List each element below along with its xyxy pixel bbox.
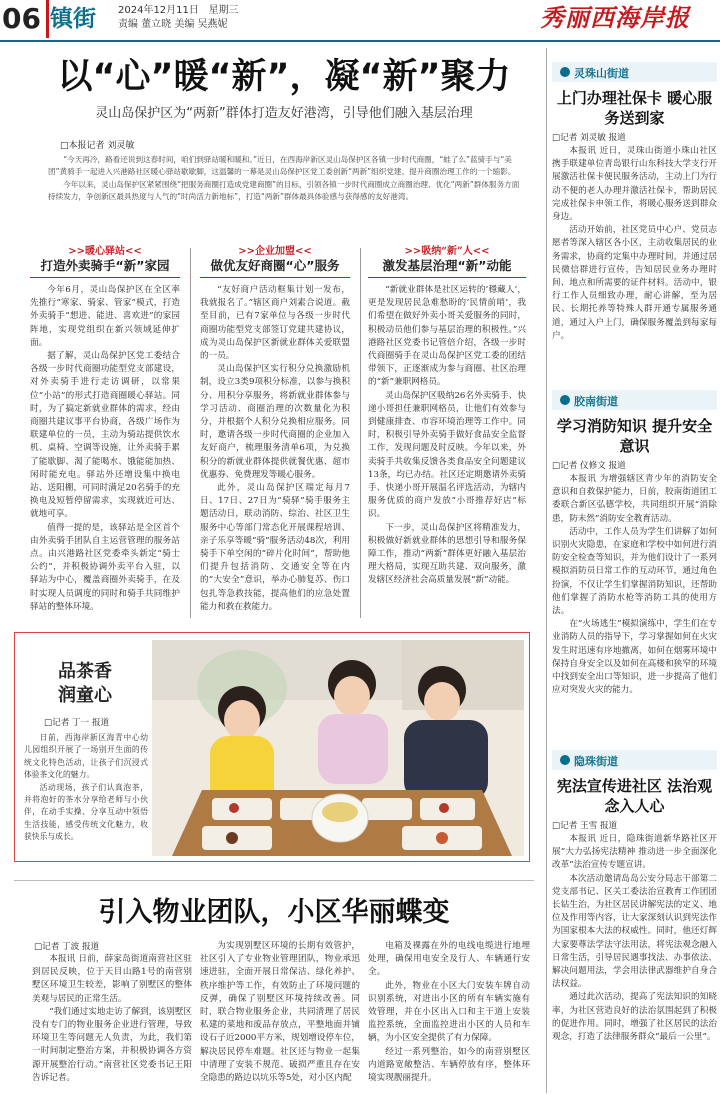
page-number: 06 xyxy=(2,2,41,35)
section-tag: >>暖心驿站<< xyxy=(68,246,142,257)
story-body xyxy=(552,145,717,413)
paragraph: 值得一提的是，该驿站是全区首个由外卖骑手团队自主运营管理的服务站点。由兴港路社区党委牵头新定“骑士公约”，并积极协调外卖平台入驻，以驿站为中心，覆盖商圈外卖骑手，在及时实现人员调度的同时和骑手共同维护驿站的整体环境。 xyxy=(30,522,180,612)
paragraph: 本报讯 日前，薛家岛街道南营社区驻到居民反映，位于天目山路1号的南营别墅区环境卫生较差，影响了别墅区的整体美观与居民的正常生活。 xyxy=(32,954,192,1004)
district-bar xyxy=(552,62,717,82)
paragraph: 活动现场，孩子们认真泡茶，并将泡好的茶水分享给老师与小伙伴，在动手实操、分享互动中领悟生活技能，感受传统文化魅力，收获快乐与成长。 xyxy=(24,782,148,842)
issue-date: 2024年12月11日 xyxy=(118,5,199,16)
district-name: 胶南街道 xyxy=(574,395,618,408)
district-name: 隐珠街道 xyxy=(574,755,618,768)
masthead-logo: 秀丽西海岸报 xyxy=(540,3,690,32)
right-column-divider xyxy=(546,48,547,1093)
header-rule xyxy=(0,40,720,42)
paragraph: “友好商户活动框集计划一发布，我就报名了。”辖区商户刘素合说道。截至目前，已有7家单位与各级一步时代商圈功能型党支部签订党建共建协议，成为灵山岛保护区新就业群体关爱联盟的一员。 xyxy=(200,285,350,362)
paragraph: 今年6月，灵山岛保护区在全区率先推行“寒家、骑家、管家”模式，打造外卖骑手“想进、能进、喜欢进”的家园阵地，实现党组织在新兴领域延伸扩面。 xyxy=(30,285,180,348)
feature-byline: □记者 丁一 报道 xyxy=(44,718,110,728)
page-number-box xyxy=(0,0,49,38)
paragraph: 据了解，灵山岛保护区党工委结合各级一步时代商圈功能型党支部建设，对外卖骑手进行走访调研，以常果位“小站”的形式打造商圈暖心驿站。同时，为了搞定新就业群体的需求，经由商圈共建议事平台协商，各级广场作为联建单位的一员，主动为骑站提供饮水机、桌椅、空调等设施，让外卖骑手累了能歇脚、渴了能喝水、饿能能加热、闲时能充电。驿站外还增设集中换电站、送阳棚，可同时满足20名骑手的充换电及短暂停留需求，实现就近可达、就地可享。 xyxy=(30,351,180,520)
story-byline: □记者 王雪 报道 xyxy=(552,821,618,831)
bottom-column-3 xyxy=(368,940,530,1093)
section-title: 激发基层治理“新”动能 xyxy=(368,257,526,278)
paragraph: 此外，灵山岛保护区瑞定每月7日、17日、27日为“骑驿”骑手服务主题活动日，联动消防、综治、社区卫生服务中心等部门常态化开展课程培训、亲子乐享等暖“骑”服务活动48次，利用骑手下单空闲的“碎片化时间”，帮助他们提升包括消防、交通安全等在内的“大安全”意识，举办心肺复苏、伤口包扎等急救技能，提高他们的应急处置能力和救在救能力。 xyxy=(200,483,350,612)
paragraph: 日前，西海岸新区海青中心幼儿园组织开展了一场别开生面的传统文化特色活动，让孩子们沉浸式体验茶文化的魅力。 xyxy=(24,733,148,780)
paragraph: 灵山岛保护区实行积分兑换激励机制，设立3类9项积分标准，以参与换积分、用积分享服务，将新就业群体参与学习活动、商圈治理的次数量化为积分，并根据个人积分兑换相应服务。同时，邀请各级一步时代商圈的企业加入友好商户，梳理服务清单6项，为兑换积分的新就业群体提供就餐优惠、超市优惠券、免费理发等暖心服务。 xyxy=(200,364,350,480)
paragraph: 本报讯 近日，隐珠街道新华路社区开展“大力弘扬宪法精神 推动进一步全面深化改革”法治宣传专题宣讲。 xyxy=(552,834,717,871)
bottom-divider xyxy=(14,880,534,881)
section-tag: >>吸纳“新”人<< xyxy=(404,246,490,257)
right-story-1 xyxy=(552,62,717,413)
paragraph: 本次活动邀请岛岛公安分局志干部第二党支部书记、区关工委法治宣教育工作团团长钻生治，为社区居民讲解宪法的定义、地位及作用等内容，让大家深刻认识到宪法作为国家根本大法的权威性。同时，他还灯辉大家要尊法学法守法用法，将宪法观念融入日常生活，引导居民遇事找法、办事依法、解决问题用法，学会用法律武器维护自身合法权益。 xyxy=(552,873,717,990)
paragraph: 下一步，灵山岛保护区将精准发力，积极做好新就业群体的思想引导和服务保障工作，推动“两新”群体更好融入基层治理大格局，实现互助共建、双向服务，激发辖区经济社会高质量发展“新”动能。 xyxy=(368,522,526,586)
section-body xyxy=(368,284,526,646)
lead-section-3 xyxy=(368,242,526,646)
bottom-column-2 xyxy=(200,940,360,1093)
story-title: 宪法宣传进社区 法治观念入人心 xyxy=(556,777,713,815)
paragraph: “我们通过实地走访了解到，该别墅区没有专门的物业服务企业进行管理，导致环境卫生等问题无人负责，为此，我们第一时间制定整治方案，并积极协调各方资源开展整治行动。”南营社区党委书记王阳告诉记者。 xyxy=(32,1006,192,1083)
paragraph: 在“火场逃生”模拟演练中，学生们在专业消防人员的指导下，学习掌握如何在火灾发生时迅速有序地撤离，如何在烟雾环境中保持自身安全以及如何在高楼和狭窄的环境中找到安全出口等知识，进一步提高了他们应对突发火灾的能力。 xyxy=(552,619,717,696)
story-title: 上门办理社保卡 暖心服务送到家 xyxy=(556,89,713,127)
paragraph: 电箱及裸露在外的电线电缆进行地埋处理，确保用电安全及行人、车辆通行安全。 xyxy=(368,941,530,978)
section-name: 镇街 xyxy=(50,6,96,32)
district-dot-icon xyxy=(560,755,570,765)
column-divider xyxy=(360,248,361,618)
bottom-byline: □记者 丁波 报道 xyxy=(34,942,100,952)
story-byline: □记者 刘灵敏 报道 xyxy=(552,133,626,143)
paragraph: 活动开始前，社区党员中心户、党员志愿者等深入辖区各小区，主动收集居民的业务需求，协商约定集中办理时间，并通过居民微信群进行宣传，告知居民业务办理时间、地点和所需要的证件材料。活动中，银行工作人员细致办理，耐心讲解，至为居民、长期托养等特殊人群开通专属服务通道，通过入户上门，确保服务覆盖到每家每户。 xyxy=(552,225,717,341)
paragraph: 本报讯 为增强辖区青少年的消防安全意识和自救保护能力，日前，胶南街道团工委联合新区弘德学校，共同组织开展“消除患，防未然”消防安全教育活动。 xyxy=(552,474,717,524)
bottom-column-1 xyxy=(32,953,192,1093)
district-dot-icon xyxy=(560,67,570,77)
lead-section-2 xyxy=(200,242,350,646)
paragraph: 灵山岛保护区吸纳26名外卖骑手、快递小哥担任兼职网格员，让他们有效参与到健康排查、市容环境治理等工作中。同时，积极引导外卖骑手做好食品安全监督工作，发现问题及时反映。今年以来，外卖骑手共收集反馈各类食品安全问题建议13条，均已办结。社区还定期邀请外卖骑手、快递小哥开展温名评选活动，为辖内服务优质的商户发放“小哥推荐好店”标识。 xyxy=(368,390,526,520)
district-bar xyxy=(552,750,717,770)
paragraph: 本报讯 近日，灵珠山街道小珠山社区携手联建单位青岛银行山东科技大学支行开展激活社保卡便民服务活动，主动上门为行动不便的老人办理并激活社保卡，帮助居民完成社保卡申领工作，将暖心服务送到群众身边。 xyxy=(552,146,717,223)
section-body xyxy=(30,284,180,646)
paragraph: 活动中，工作人员为学生们讲解了如何识别火灾隐患，在家庭和学校中如何进行消防安全检查等知识，并为他们设计了一系列模拟消防员日常工作的互动环节，通过角色扮演，不仅让学生们掌握消防知识，还帮助他们掌握了消防水枪等消防工具的使用方法。 xyxy=(552,526,717,617)
paragraph: 为实现别墅区环境的长期有效管护，社区引入了专业物业管理团队，物业承迅速进驻，全面开展日常保洁、绿化养护、秩序维护等工作，有效防止了环境问题的反弹，确保了别墅区环境持续改善。同时，联合物业服务企业，共同清理了居民私建的菜地和废品存放点，平整地面并铺设石子近2000平方米，规划增设停车位，解决居民停车难题。社区还与物业一起集中清理了安装不规范、破损严重且存在安全隐患的路边以坑乐等5处，对小区内配 xyxy=(200,941,360,1084)
intro-paragraph: “今天再冷，路看还说到这春时间，咱们到驿站暖和暖和。”近日，在西海岸新区灵山岛保护区各镇一步时代商圈，“蛙了么”蓝骑手与“美团”黄骑手一起进入兴港路社区暖心驿站歇歇脚，这温馨的一幕是灵山岛保护区党工委创新“两新”组织党建、提升商圈治理工作的一个缩影。 xyxy=(48,155,516,177)
section-title: 打造外卖骑手“新”家园 xyxy=(30,257,180,278)
story-byline: □记者 仪修文 报道 xyxy=(552,461,626,471)
right-story-2 xyxy=(552,390,717,769)
header-meta xyxy=(118,4,238,32)
paragraph: 经过一系列整治，如今的南营别墅区内道路宽敞整洁、车辆停放有序，整体环境实现靓丽提升。 xyxy=(368,1046,530,1084)
section-body xyxy=(200,284,350,646)
district-name: 灵珠山街道 xyxy=(574,67,629,80)
bottom-headline: 引入物业团队，小区华丽蝶变 xyxy=(98,897,450,928)
issue-weekday: 星期三 xyxy=(208,5,239,16)
section-tag: >>企业加盟<< xyxy=(238,246,312,257)
right-story-3 xyxy=(552,750,717,1095)
story-body xyxy=(552,473,717,769)
tea-activity-illustration xyxy=(152,640,524,856)
lead-byline: □本报记者 刘灵敏 xyxy=(60,141,135,151)
column-divider xyxy=(190,248,191,618)
lead-section-1 xyxy=(30,242,180,646)
district-dot-icon xyxy=(560,395,570,405)
lead-intro xyxy=(48,154,526,230)
paragraph: 通过此次活动，提高了宪法知识的知晓率，为社区营造良好的法治氛围起到了积极的促进作用。同时，增强了社区居民的法治观念，打造了法律服务群众“最后一公里”。 xyxy=(552,992,717,1043)
lead-headline: 以“心”暖“新”，凝“新”聚力 xyxy=(57,57,511,97)
feature-photo xyxy=(152,640,524,856)
feature-body xyxy=(24,732,148,856)
feature-title: 品茶香润童心 xyxy=(58,661,112,706)
story-title: 学习消防知识 提升安全意识 xyxy=(556,417,713,455)
paragraph: “新就业群体是社区运转的‘穩藏人’，更是发现居民急难愁盼的‘民情前哨’，我们希望在做好外卖小哥关爱服务的同时，积极动员他们参与基层治理的积极性。”兴港路社区党委书记管倍介绍，各级一步时代商圈骑手在灵山岛保护区党工委的团结带领下，正逐渐成为参与商圈、社区治理的“新”兼职网格员。 xyxy=(368,285,526,388)
story-body xyxy=(552,833,717,1095)
editor-line: 责编 董立晓 美编 吴燕妮 xyxy=(118,19,228,30)
paragraph: 此外，物业在小区大门安装车牌自动识别系统，对进出小区的所有车辆实施有效管理，并在小区出入口和主干道上安装监控系统，全面监控进出小区的人员和车辆，为小区安全提供了有力保障。 xyxy=(368,980,530,1044)
district-bar xyxy=(552,390,717,410)
lead-subhead: 灵山岛保护区为“两新”群体打造友好港湾，引导他们融入基层治理 xyxy=(95,106,473,121)
section-title: 做优友好商圈“心”服务 xyxy=(200,257,350,278)
intro-paragraph: 今年以来，灵山岛保护区紧紧围绕“把服务商圈打造成党建商圈”的目标，引领各镇一步时代商圈成立商圈治理、优化“两新”群体服务方面持续发力，争创新区最具热度与人气的“时尚活力新地标”，打造“两新”群体最具体验感与获得感的友好港湾。 xyxy=(48,179,520,202)
